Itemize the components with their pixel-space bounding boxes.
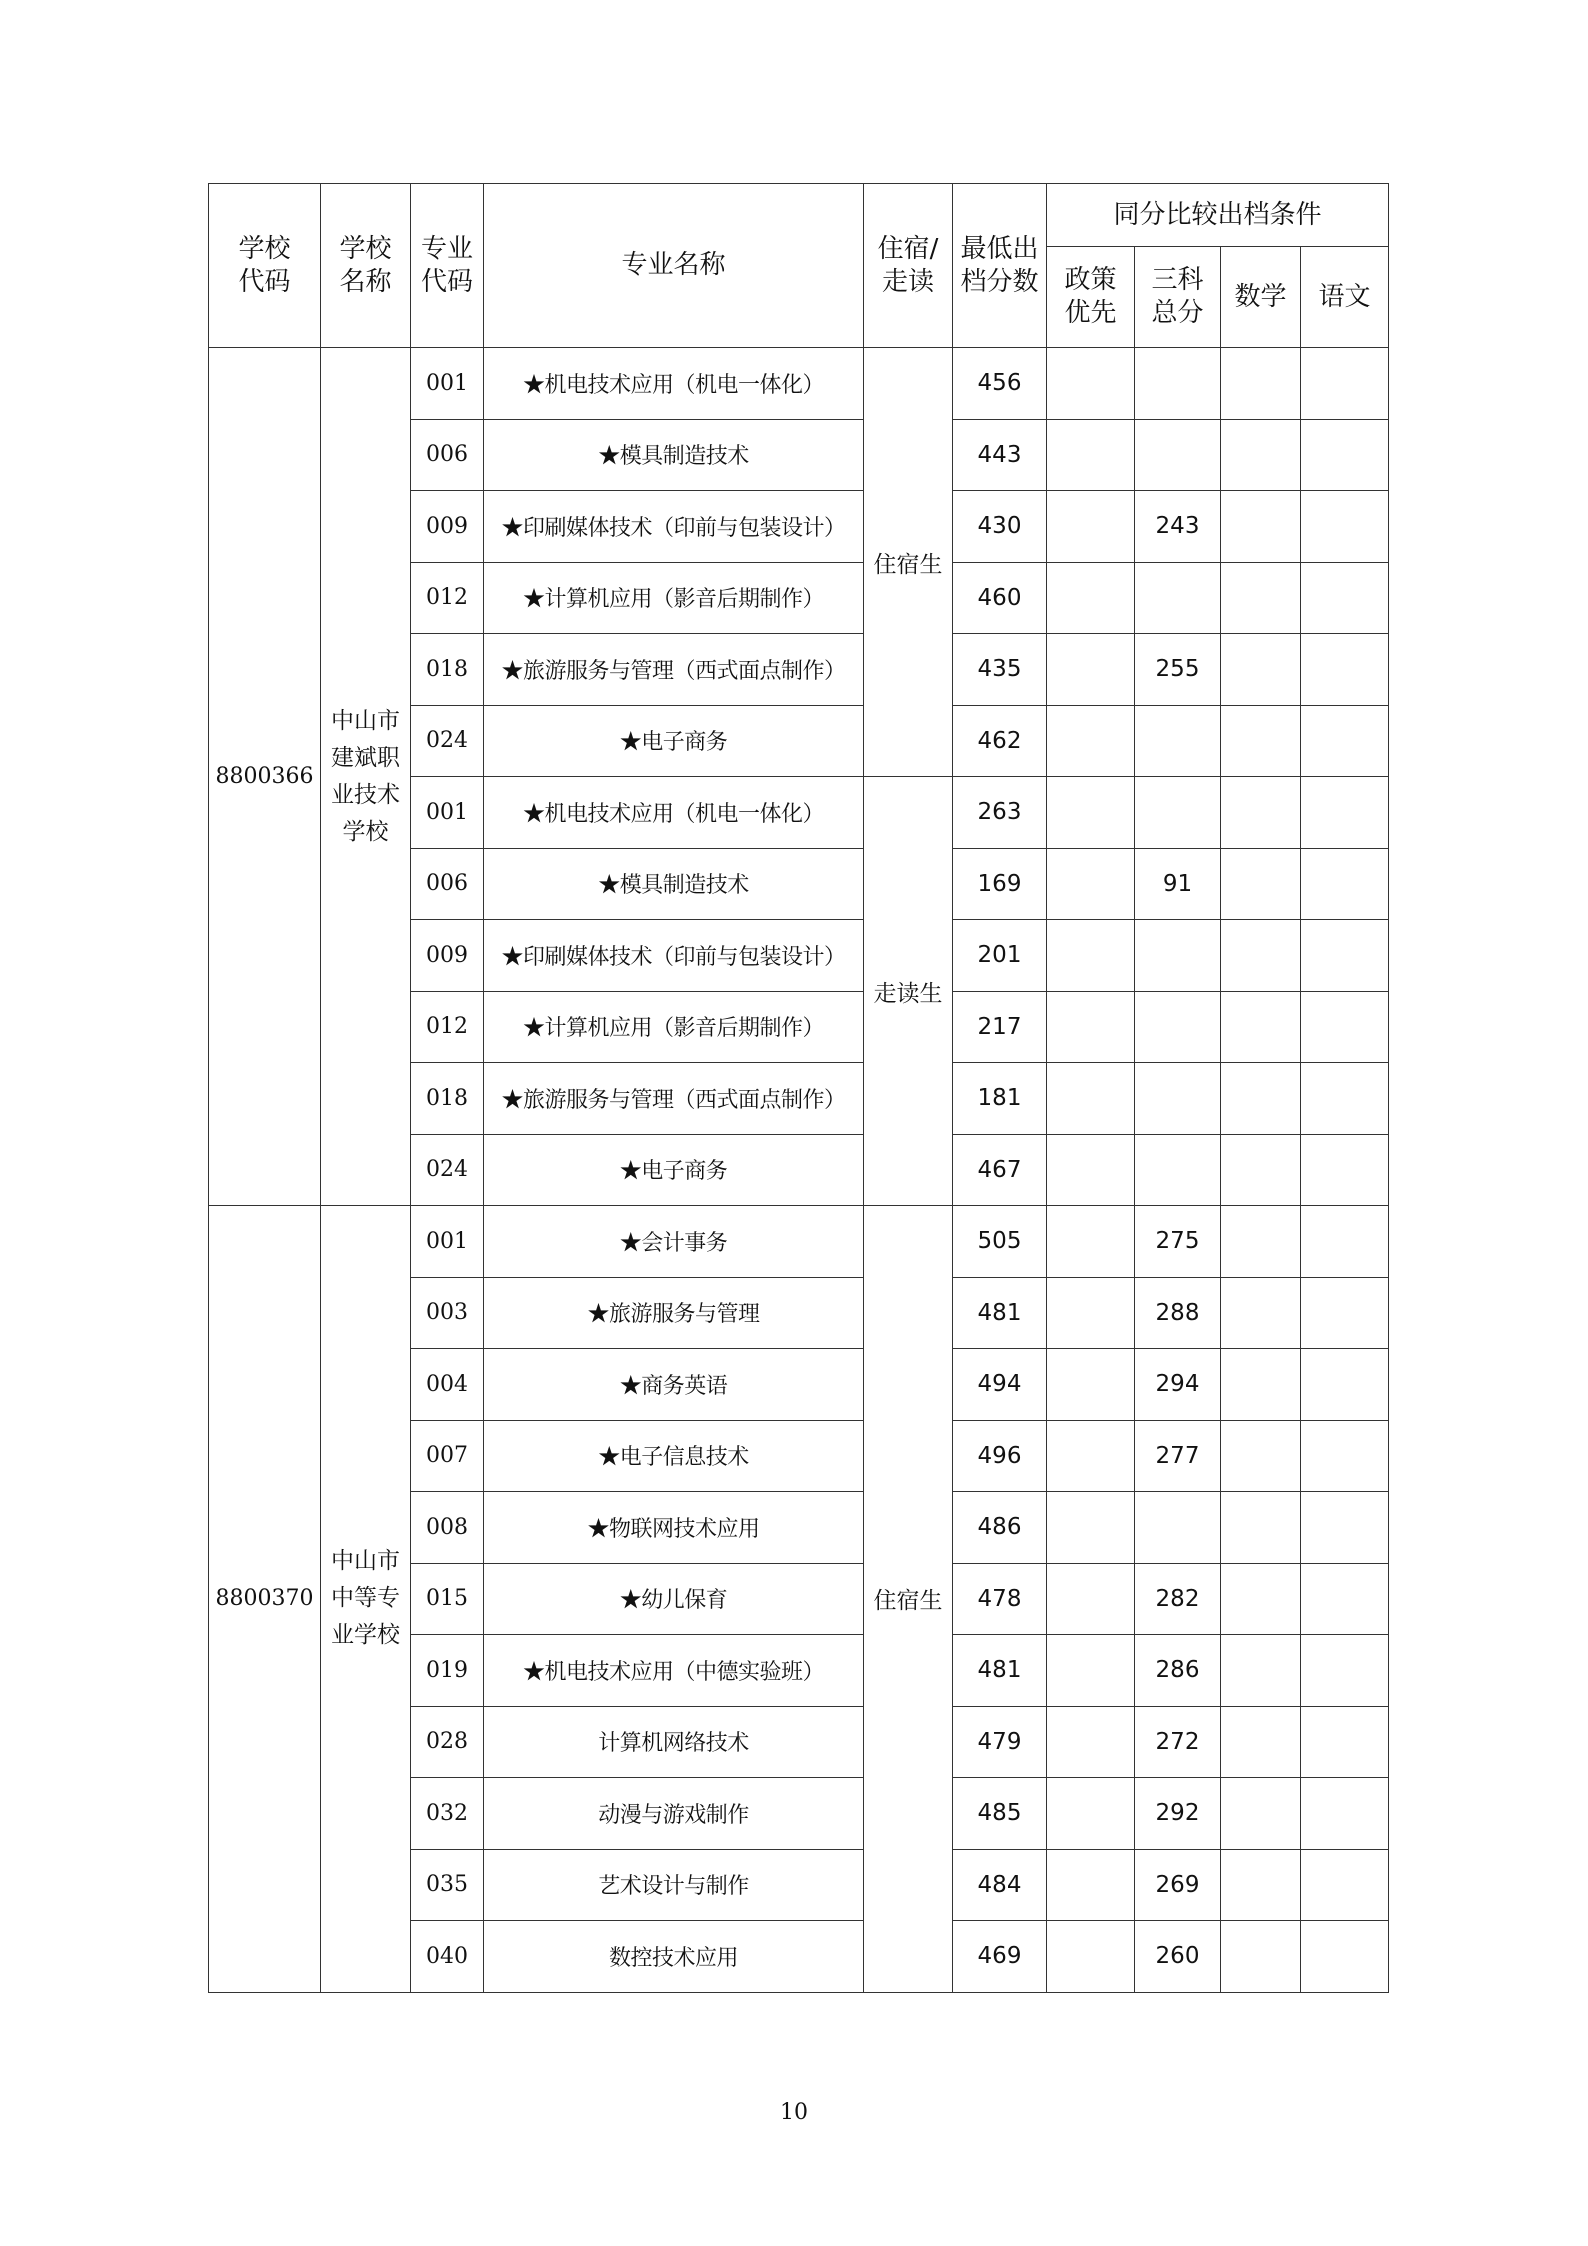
major-name-cell: ★幼儿保育 <box>484 1563 864 1635</box>
major-code-cell: 007 <box>411 1420 484 1492</box>
min-score-cell: 169 <box>953 848 1047 920</box>
math-cell <box>1221 1921 1301 1993</box>
policy-cell <box>1047 1134 1135 1206</box>
policy-cell <box>1047 1921 1135 1993</box>
min-score-cell: 456 <box>953 348 1047 420</box>
min-score-cell: 181 <box>953 1063 1047 1135</box>
major-code-cell: 019 <box>411 1635 484 1707</box>
math-cell <box>1221 419 1301 491</box>
three-total-cell: 91 <box>1135 848 1221 920</box>
three-total-cell <box>1135 348 1221 420</box>
chinese-cell <box>1301 634 1389 706</box>
header-math: 数学 <box>1221 247 1301 348</box>
math-cell <box>1221 1206 1301 1278</box>
min-score-cell: 263 <box>953 777 1047 849</box>
three-total-cell: 255 <box>1135 634 1221 706</box>
chinese-cell <box>1301 1778 1389 1850</box>
min-score-cell: 201 <box>953 920 1047 992</box>
three-total-cell: 282 <box>1135 1563 1221 1635</box>
major-code-cell: 006 <box>411 419 484 491</box>
major-name-cell: ★会计事务 <box>484 1206 864 1278</box>
school-name-cell: 中山市 中等专 业学校 <box>321 1206 411 1993</box>
min-score-cell: 462 <box>953 705 1047 777</box>
major-code-cell: 012 <box>411 562 484 634</box>
min-score-cell: 443 <box>953 419 1047 491</box>
three-total-cell <box>1135 1063 1221 1135</box>
major-code-cell: 024 <box>411 705 484 777</box>
major-code-cell: 015 <box>411 1563 484 1635</box>
major-code-cell: 028 <box>411 1706 484 1778</box>
min-score-cell: 430 <box>953 491 1047 563</box>
three-total-cell <box>1135 1134 1221 1206</box>
policy-cell <box>1047 1277 1135 1349</box>
min-score-cell: 217 <box>953 991 1047 1063</box>
three-total-cell: 260 <box>1135 1921 1221 1993</box>
math-cell <box>1221 1277 1301 1349</box>
major-name-cell: ★物联网技术应用 <box>484 1492 864 1564</box>
chinese-cell <box>1301 1563 1389 1635</box>
chinese-cell <box>1301 1134 1389 1206</box>
math-cell <box>1221 1563 1301 1635</box>
math-cell <box>1221 991 1301 1063</box>
header-board: 住宿/ 走读 <box>864 184 953 348</box>
three-total-cell <box>1135 777 1221 849</box>
three-total-cell <box>1135 419 1221 491</box>
major-name-cell: 数控技术应用 <box>484 1921 864 1993</box>
policy-cell <box>1047 348 1135 420</box>
chinese-cell <box>1301 1063 1389 1135</box>
math-cell <box>1221 777 1301 849</box>
header-policy: 政策 优先 <box>1047 247 1135 348</box>
math-cell <box>1221 1420 1301 1492</box>
three-total-cell <box>1135 1492 1221 1564</box>
min-score-cell: 460 <box>953 562 1047 634</box>
policy-cell <box>1047 848 1135 920</box>
chinese-cell <box>1301 1349 1389 1421</box>
board-type-cell: 住宿生 <box>864 1206 953 1993</box>
three-total-cell: 269 <box>1135 1849 1221 1921</box>
chinese-cell <box>1301 1849 1389 1921</box>
chinese-cell <box>1301 1921 1389 1993</box>
major-code-cell: 035 <box>411 1849 484 1921</box>
major-code-cell: 018 <box>411 634 484 706</box>
major-name-cell: ★电子商务 <box>484 705 864 777</box>
chinese-cell <box>1301 1420 1389 1492</box>
chinese-cell <box>1301 1277 1389 1349</box>
major-name-cell: ★电子商务 <box>484 1134 864 1206</box>
math-cell <box>1221 705 1301 777</box>
major-name-cell: ★计算机应用（影音后期制作） <box>484 562 864 634</box>
three-total-cell: 277 <box>1135 1420 1221 1492</box>
board-type-cell: 走读生 <box>864 777 953 1206</box>
table-row <box>209 1206 1389 1278</box>
major-code-cell: 008 <box>411 1492 484 1564</box>
three-total-cell: 275 <box>1135 1206 1221 1278</box>
min-score-cell: 481 <box>953 1277 1047 1349</box>
min-score-cell: 481 <box>953 1635 1047 1707</box>
three-total-cell: 294 <box>1135 1349 1221 1421</box>
policy-cell <box>1047 1063 1135 1135</box>
major-name-cell: ★模具制造技术 <box>484 419 864 491</box>
three-total-cell: 272 <box>1135 1706 1221 1778</box>
header-three-total: 三科 总分 <box>1135 247 1221 348</box>
policy-cell <box>1047 1349 1135 1421</box>
major-name-cell: 动漫与游戏制作 <box>484 1778 864 1850</box>
header-chinese: 语文 <box>1301 247 1389 348</box>
major-code-cell: 040 <box>411 1921 484 1993</box>
major-code-cell: 012 <box>411 991 484 1063</box>
policy-cell <box>1047 1206 1135 1278</box>
policy-cell <box>1047 419 1135 491</box>
major-code-cell: 032 <box>411 1778 484 1850</box>
three-total-cell: 288 <box>1135 1277 1221 1349</box>
math-cell <box>1221 1635 1301 1707</box>
major-code-cell: 009 <box>411 491 484 563</box>
major-code-cell: 001 <box>411 1206 484 1278</box>
min-score-cell: 479 <box>953 1706 1047 1778</box>
chinese-cell <box>1301 1635 1389 1707</box>
major-name-cell: ★机电技术应用（机电一体化） <box>484 777 864 849</box>
major-code-cell: 009 <box>411 920 484 992</box>
chinese-cell <box>1301 562 1389 634</box>
three-total-cell: 243 <box>1135 491 1221 563</box>
major-name-cell: ★计算机应用（影音后期制作） <box>484 991 864 1063</box>
major-name-cell: ★模具制造技术 <box>484 848 864 920</box>
three-total-cell <box>1135 920 1221 992</box>
policy-cell <box>1047 1563 1135 1635</box>
chinese-cell <box>1301 705 1389 777</box>
policy-cell <box>1047 920 1135 992</box>
policy-cell <box>1047 491 1135 563</box>
school-name-cell: 中山市 建斌职 业技术 学校 <box>321 348 411 1206</box>
math-cell <box>1221 491 1301 563</box>
policy-cell <box>1047 705 1135 777</box>
major-code-cell: 001 <box>411 348 484 420</box>
min-score-cell: 494 <box>953 1349 1047 1421</box>
min-score-cell: 484 <box>953 1849 1047 1921</box>
major-name-cell: ★商务英语 <box>484 1349 864 1421</box>
math-cell <box>1221 1063 1301 1135</box>
policy-cell <box>1047 1635 1135 1707</box>
major-name-cell: ★旅游服务与管理（西式面点制作） <box>484 634 864 706</box>
three-total-cell <box>1135 705 1221 777</box>
major-code-cell: 024 <box>411 1134 484 1206</box>
major-code-cell: 018 <box>411 1063 484 1135</box>
table-row <box>209 348 1389 420</box>
min-score-cell: 505 <box>953 1206 1047 1278</box>
math-cell <box>1221 1706 1301 1778</box>
header-tie-conditions: 同分比较出档条件 <box>1047 184 1389 247</box>
math-cell <box>1221 562 1301 634</box>
major-name-cell: ★印刷媒体技术（印前与包装设计） <box>484 920 864 992</box>
major-name-cell: 艺术设计与制作 <box>484 1849 864 1921</box>
school-code-cell: 8800370 <box>209 1206 321 1993</box>
chinese-cell <box>1301 920 1389 992</box>
major-code-cell: 004 <box>411 1349 484 1421</box>
chinese-cell <box>1301 1206 1389 1278</box>
major-name-cell: ★机电技术应用（机电一体化） <box>484 348 864 420</box>
policy-cell <box>1047 1849 1135 1921</box>
school-code-cell: 8800366 <box>209 348 321 1206</box>
math-cell <box>1221 1134 1301 1206</box>
header-major-code: 专业 代码 <box>411 184 484 348</box>
policy-cell <box>1047 1778 1135 1850</box>
header-school-code: 学校 代码 <box>209 184 321 348</box>
policy-cell <box>1047 1706 1135 1778</box>
board-type-cell: 住宿生 <box>864 348 953 777</box>
policy-cell <box>1047 1492 1135 1564</box>
min-score-cell: 496 <box>953 1420 1047 1492</box>
policy-cell <box>1047 777 1135 849</box>
min-score-cell: 478 <box>953 1563 1047 1635</box>
math-cell <box>1221 920 1301 992</box>
major-name-cell: ★电子信息技术 <box>484 1420 864 1492</box>
chinese-cell <box>1301 1706 1389 1778</box>
min-score-cell: 467 <box>953 1134 1047 1206</box>
policy-cell <box>1047 634 1135 706</box>
policy-cell <box>1047 562 1135 634</box>
header-school-name: 学校 名称 <box>321 184 411 348</box>
math-cell <box>1221 848 1301 920</box>
three-total-cell <box>1135 991 1221 1063</box>
min-score-cell: 469 <box>953 1921 1047 1993</box>
major-code-cell: 003 <box>411 1277 484 1349</box>
three-total-cell: 292 <box>1135 1778 1221 1850</box>
min-score-cell: 485 <box>953 1778 1047 1850</box>
page-number: 10 <box>780 2100 808 2125</box>
major-code-cell: 006 <box>411 848 484 920</box>
chinese-cell <box>1301 777 1389 849</box>
header-major-name: 专业名称 <box>484 184 864 348</box>
header-min-score: 最低出 档分数 <box>953 184 1047 348</box>
chinese-cell <box>1301 1492 1389 1564</box>
math-cell <box>1221 1492 1301 1564</box>
chinese-cell <box>1301 491 1389 563</box>
chinese-cell <box>1301 991 1389 1063</box>
three-total-cell: 286 <box>1135 1635 1221 1707</box>
admission-score-table <box>208 183 1389 1993</box>
major-name-cell: 计算机网络技术 <box>484 1706 864 1778</box>
math-cell <box>1221 1849 1301 1921</box>
major-name-cell: ★旅游服务与管理（西式面点制作） <box>484 1063 864 1135</box>
math-cell <box>1221 1349 1301 1421</box>
major-code-cell: 001 <box>411 777 484 849</box>
policy-cell <box>1047 1420 1135 1492</box>
policy-cell <box>1047 991 1135 1063</box>
chinese-cell <box>1301 348 1389 420</box>
three-total-cell <box>1135 562 1221 634</box>
math-cell <box>1221 348 1301 420</box>
major-name-cell: ★机电技术应用（中德实验班） <box>484 1635 864 1707</box>
major-name-cell: ★旅游服务与管理 <box>484 1277 864 1349</box>
chinese-cell <box>1301 848 1389 920</box>
math-cell <box>1221 1778 1301 1850</box>
min-score-cell: 435 <box>953 634 1047 706</box>
major-name-cell: ★印刷媒体技术（印前与包装设计） <box>484 491 864 563</box>
math-cell <box>1221 634 1301 706</box>
header-row-1 <box>209 184 1389 247</box>
min-score-cell: 486 <box>953 1492 1047 1564</box>
chinese-cell <box>1301 419 1389 491</box>
